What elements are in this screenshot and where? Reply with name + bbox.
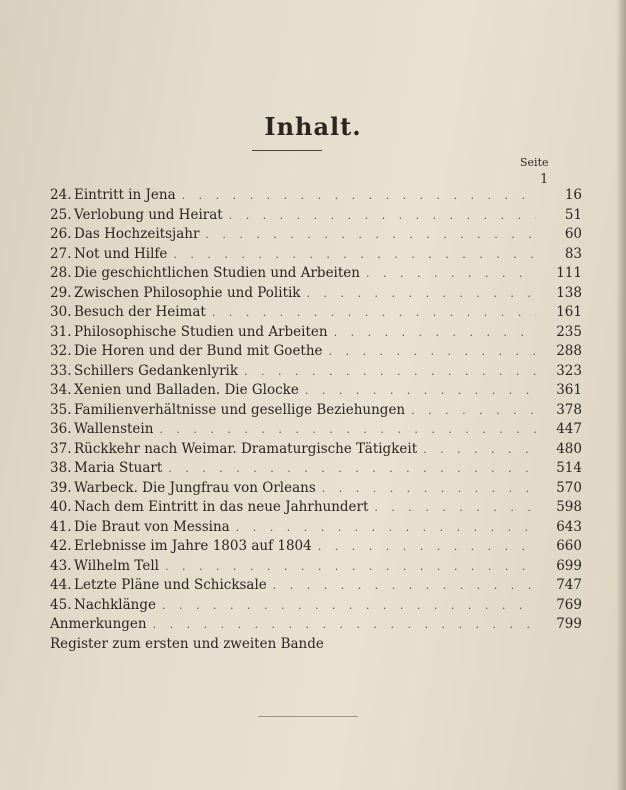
toc-entry-title: Die Horen und der Bund mit Goethe [74,343,323,359]
toc-entry-page: 598 [556,499,582,515]
toc-entry-page: 16 [564,187,582,203]
toc-entry-page: 699 [556,557,582,574]
toc-entry-title: Erlebnisse im Jahre 1803 auf 1804 [74,538,312,554]
toc-leader-dots [322,479,536,499]
toc-entry [50,557,582,577]
first-page-number: 1 [540,172,549,187]
page-title: Inhalt. [264,112,362,141]
toc-entry-number: 28 . [50,264,70,284]
toc-entry-number: 27 . [50,245,70,265]
toc-entry-number: 36 . [50,420,70,440]
toc-entry-number: 33 . [50,362,70,382]
toc-entry-title: Anmerkungen [50,616,147,632]
toc-leader-dots [318,537,536,557]
toc-entry-page: 111 [556,265,582,281]
toc-entry-page: 161 [556,304,582,320]
toc-entry-title: Wilhelm Tell [74,557,159,574]
toc-entry [50,362,582,382]
toc-entry-title: Familienverhältnisse und gesellige Beziehungen [74,401,406,418]
toc-entry-page: 51 [564,206,582,223]
toc-leader-dots [307,284,537,304]
toc-leader-dots [305,381,536,401]
toc-entry-page: 323 [556,362,582,379]
toc-entry-page: 514 [556,460,582,476]
toc-leader-dots [212,303,536,323]
toc-entry-title: Wallenstein [74,421,154,437]
toc-leader-dots [366,264,536,284]
toc-entry-number: 29 . [50,284,70,304]
toc-leader-dots [159,420,536,440]
toc-entry-page: 799 [556,616,582,632]
toc-entry-title: Maria Stuart [74,460,163,476]
toc-entry [50,381,582,401]
toc-entry-number: 44 . [50,576,70,596]
toc-entry-page: 570 [556,479,582,496]
toc-entry-number: 39 . [50,479,70,499]
toc-entry-page: 660 [556,538,582,554]
toc-leader-dots [162,596,536,616]
toc-leader-dots [244,362,536,382]
toc-entry [50,420,582,440]
toc-entry-title: Rückkehr nach Weimar. Dramaturgische Tätigkeit [74,440,418,457]
seite-label: Seite [520,156,549,169]
toc-entry-title: Schillers Gedankenlyrik [74,362,239,379]
toc-entry-number: 26 . [50,225,70,245]
toc-entry-title: Warbeck. Die Jungfrau von Orleans [74,479,316,496]
title-divider [252,150,322,151]
toc-leader-dots [329,342,536,362]
toc-entry-number: 37 . [50,440,70,460]
toc-leader-dots [273,576,536,596]
toc-entry-page: 138 [556,284,582,301]
toc-entry [50,498,582,518]
toc-entry-number: 42 . [50,537,70,557]
toc-entry-title: Die Braut von Messina [74,518,230,535]
toc-entry [50,479,582,499]
toc-entry-title: Eintritt in Jena [74,187,176,203]
toc-entry-number: 30 . [50,303,70,323]
toc-entry-page: 235 [556,323,582,340]
toc-entry-page: 643 [556,518,582,535]
toc-entry [50,225,582,245]
toc-entry-title: Philosophische Studien und Arbeiten [74,323,328,340]
bottom-divider [258,716,358,717]
toc-leader-dots [168,459,536,479]
toc-leader-dots [182,186,536,206]
toc-entry-page: 83 [564,245,582,262]
toc-entry-notes [50,615,582,635]
toc-entry [50,245,582,265]
toc-entry-number: 40 . [50,498,70,518]
toc-entry-title: Zwischen Philosophie und Politik [74,284,301,301]
table-of-contents [50,186,582,654]
toc-entry [50,342,582,362]
toc-entry-number: 41 . [50,518,70,538]
toc-entry-number: 25 . [50,206,70,226]
toc-entry [50,518,582,538]
toc-entry-title: Die geschichtlichen Studien und Arbeiten [74,265,360,281]
toc-entry [50,264,582,284]
toc-entry-title: Not und Hilfe [74,245,168,262]
toc-leader-dots [334,323,536,343]
toc-entry-register [50,635,582,655]
toc-entry [50,401,582,421]
toc-entry-number: 24 . [50,186,70,206]
toc-entry [50,323,582,343]
toc-entry [50,459,582,479]
toc-leader-dots [205,225,536,245]
toc-entry [50,440,582,460]
toc-entry-number: 31 . [50,323,70,343]
toc-leader-dots [411,401,536,421]
toc-entry-title: Letzte Pläne und Schicksale [74,577,267,593]
toc-leader-dots [153,615,536,635]
toc-entry-title: Xenien und Balladen. Die Glocke [74,382,299,398]
toc-entry-number: 45 . [50,596,70,616]
toc-entry [50,576,582,596]
toc-leader-dots [173,245,536,265]
toc-entry-page: 288 [556,343,582,359]
toc-entry-page: 361 [556,382,582,398]
toc-entry-page: 480 [556,440,582,457]
toc-entry-number: 35 . [50,401,70,421]
toc-leader-dots [236,518,536,538]
toc-entry-title: Besuch der Heimat [74,304,206,320]
toc-entry-title: Das Hochzeitsjahr [74,226,200,242]
toc-entry-page: 769 [556,596,582,613]
toc-entry [50,186,582,206]
toc-entry-page: 60 [564,226,582,242]
toc-entry [50,284,582,304]
toc-leader-dots [423,440,536,460]
toc-entry [50,596,582,616]
toc-entry-number: 34 . [50,381,70,401]
toc-entry [50,303,582,323]
toc-entry-title: Nach dem Eintritt in das neue Jahrhundert [74,499,369,515]
toc-entry-page: 447 [556,421,582,437]
toc-entry-number: 43 . [50,557,70,577]
toc-entry-title: Register zum ersten und zweiten Bande [50,635,324,652]
toc-entry-title: Nachklänge [74,596,156,613]
toc-leader-dots [229,206,536,226]
toc-entry [50,206,582,226]
toc-leader-dots [165,557,536,577]
toc-leader-dots [374,498,536,518]
toc-entry [50,537,582,557]
toc-entry-number: 32 . [50,342,70,362]
toc-entry-page: 378 [556,401,582,418]
toc-entry-number: 38 . [50,459,70,479]
toc-entry-title: Verlobung und Heirat [74,206,223,223]
toc-entry-page: 747 [556,577,582,593]
